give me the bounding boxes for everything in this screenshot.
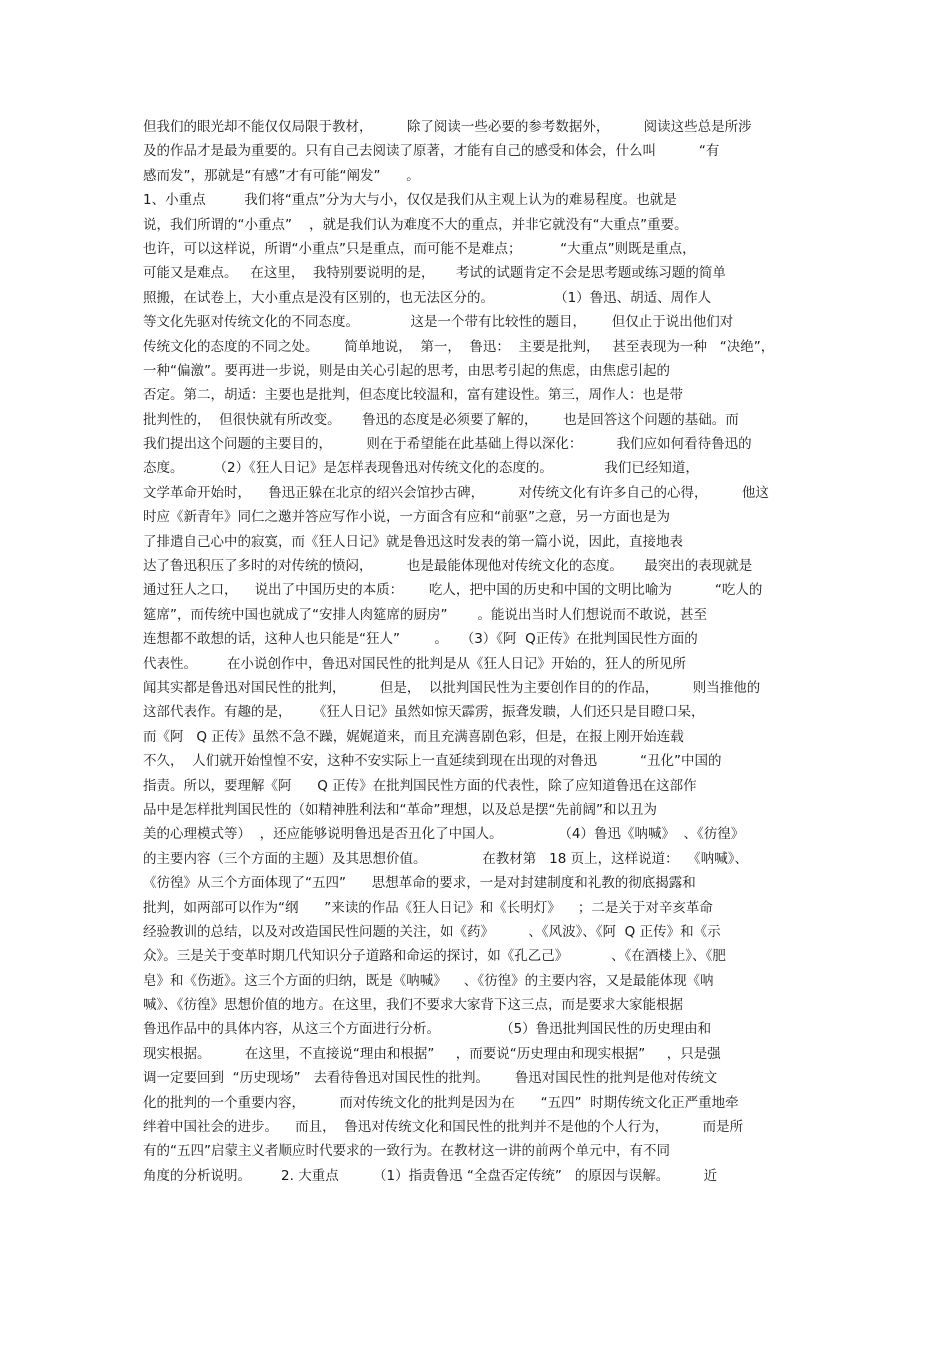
text-line: 皂》和《伤逝》。这三个方面的归纳，既是《呐喊》 、《彷徨》的主要内容，又是最能体现《呐 [143, 972, 714, 989]
text-line: 喊》、《彷徨》思想价值的地方。在这里，我们不要求大家背下这三点，而是要求大家能根据 [143, 997, 683, 1014]
text-line: 及的作品才是最为重要的。只有自己去阅读了原著，才能有自己的感受和体会，什么叫 “有 [143, 143, 720, 160]
text-line: 说，我们所谓的“小重点” ，就是我们认为难度不大的重点，并非它就没有“大重点”重要。 [143, 216, 688, 233]
text-line: 文学革命开始时， 鲁迅正躲在北京的绍兴会馆抄古碑， 对传统文化有许多自己的心得， 他这 [143, 484, 769, 501]
text-line: 《彷徨》从三个方面体现了“五四” 思想革命的要求，一是对封建制度和礼教的彻底揭露和 [143, 875, 696, 892]
text-line: 现实根据。 在这里，不直接说“理由和根据” ，而要说“历史理由和现实根据” ，只是强 [143, 1045, 721, 1062]
text-line: 照搬，在试卷上，大小重点是没有区别的，也无法区分的。 （1）鲁迅、胡适、周作人 [143, 289, 712, 306]
text-line: 时应《新青年》同仁之邀并答应写作小说，一方面含有应和“前驱”之意，另一方面也是为 [143, 509, 670, 526]
text-line: 的主要内容（三个方面的主题）及其思想价值。 在教材第 18 页上，这样说道： 《呐喊》、 [143, 850, 748, 867]
text-line: 化的批判的一个重要内容， 而对传统文化的批判是因为在 “五四” 时期传统文化正严重地牵 [143, 1094, 739, 1111]
text-line: 否定。第二，胡适：主要也是批判，但态度比较温和，富有建设性。第三，周作人：也是带 [143, 387, 683, 404]
document-body [143, 115, 807, 1188]
text-line: 鲁迅作品中的具体内容，从这三个方面进行分析。 （5）鲁迅批判国民性的历史理由和 [143, 1021, 712, 1038]
text-line: 众》。三是关于变革时期几代知识分子道路和命运的探讨，如《孔乙己》 、《在酒楼上》、《肥 [143, 948, 726, 965]
text-line: 筵席”，而传统中国也就成了“安排人肉筵席的厨房” 。能说出当时人们想说而不敢说，甚至 [143, 606, 708, 623]
text-line: 角度的分析说明。 2. 大重点 （1）指责鲁迅 “全盘否定传统” 的原因与误解。 近 [143, 1167, 718, 1184]
text-line: 但我们的眼光却不能仅仅局限于教材， 除了阅读一些必要的参考数据外， 阅读这些总是所涉 [143, 119, 752, 135]
text-line: 传统文化的态度的不同之处。 简单地说， 第一， 鲁迅： 主要是批判， 甚至表现为一种 “决绝”， [143, 338, 775, 355]
text-line: 连想都不敢想的话，这种人也只能是“狂人” 。 （3）《阿 Q正传》在批判国民性方面的 [143, 631, 698, 648]
text-line: 可能又是难点。 在这里， 我特别要说明的是， 考试的试题肯定不会是思考题或练习题的简单 [143, 265, 726, 282]
text-line: 美的心理模式等） ，还应能够说明鲁迅是否丑化了中国人。 （4）鲁迅《呐喊》 、《彷徨》 [143, 826, 745, 843]
text-line: 批判，如两部可以作为“纲 ”来读的作品《狂人日记》和《长明灯》 ；二是关于对辛亥革命 [143, 899, 713, 916]
text-line: 绊着中国社会的进步。 而且， 鲁迅对传统文化和国民性的批判并不是他的个人行为， 而是所 [143, 1119, 744, 1136]
text-line: 指责。所以，要理解《阿 Q 正传》在批判国民性方面的代表性，除了应知道鲁迅在这部作 [143, 777, 697, 794]
text-line: 不久， 人们就开始惶惶不安，这种不安实际上一直延续到现在出现的对鲁迅 “丑化”中国的 [143, 753, 722, 770]
text-line: 品中是怎样批判国民性的（如精神胜利法和“革命”理想，以及总是摆“先前阔”和以丑为 [143, 801, 657, 818]
text-line: 等文化先驱对传统文化的不同态度。 这是一个带有比较性的题目， 但仅止于说出他们对 [143, 314, 734, 331]
text-line: 这部代表作。有趣的是， 《狂人日记》虽然如惊天霹雳，振聋发聩，人们还只是目瞪口呆， [143, 704, 705, 721]
text-line: 经验教训的总结，以及对改造国民性问题的关注，如《药》 、《风波》、《阿 Q 正传》和《示 [143, 923, 721, 940]
text-line: 1、小重点 我们将“重点”分为大与小，仅仅是我们从主观上认为的难易程度。也就是 [143, 192, 677, 209]
text-line: 闻其实都是鲁迅对国民性的批判， 但是， 以批判国民性为主要创作目的的作品， 则当推他的 [143, 679, 761, 696]
text-line: 调一定要回到 “历史现场” 去看待鲁迅对国民性的批判。 鲁迅对国民性的批判是他对传统文 [143, 1070, 718, 1087]
text-line: 有的“五四”启蒙主义者顺应时代要求的一致行为。在教材这一讲的前两个单元中，有不同 [143, 1143, 670, 1160]
text-line: 感而发”，那就是“有感”才有可能“阐发” 。 [143, 167, 420, 184]
text-line: 我们提出这个问题的主要目的， 则在于希望能在此基础上得以深化： 我们应如何看待鲁迅的 [143, 436, 752, 453]
text-line: 批判性的， 但很快就有所改变。 鲁迅的态度是必须要了解的， 也是回答这个问题的基础。而 [143, 411, 739, 428]
text-line: 态度。 （2）《狂人日记》是怎样表现鲁迅对传统文化的态度的。 我们已经知道， [143, 460, 699, 477]
text-line: 代表性。 在小说创作中，鲁迅对国民性的批判是从《狂人日记》开始的，狂人的所见所 [143, 655, 687, 672]
text-line: 了排遣自己心中的寂寞，而《狂人日记》就是鲁迅这时发表的第一篇小说，因此，直接地表 [143, 533, 683, 550]
text-line: 通过狂人之口， 说出了中国历史的本质： 吃人，把中国的历史和中国的文明比喻为 “吃人的 [143, 582, 763, 599]
text-line: 一种“偏激”。要再进一步说，则是由关心引起的思考，由思考引起的焦虑，由焦虑引起的 [143, 362, 670, 379]
text-line: 也许，可以这样说，所谓“小重点”只是重点，而可能不是难点； “大重点”则既是重点， [143, 240, 696, 257]
text-line: 达了鲁迅积压了多时的对传统的愤闷， 也是最能体现他对传统文化的态度。 最突出的表现就是 [143, 558, 753, 575]
text-line: 而《阿 Q 正传》虽然不急不躁，娓娓道来，而且充满喜剧色彩，但是，在报上刚开始连载 [143, 728, 684, 745]
